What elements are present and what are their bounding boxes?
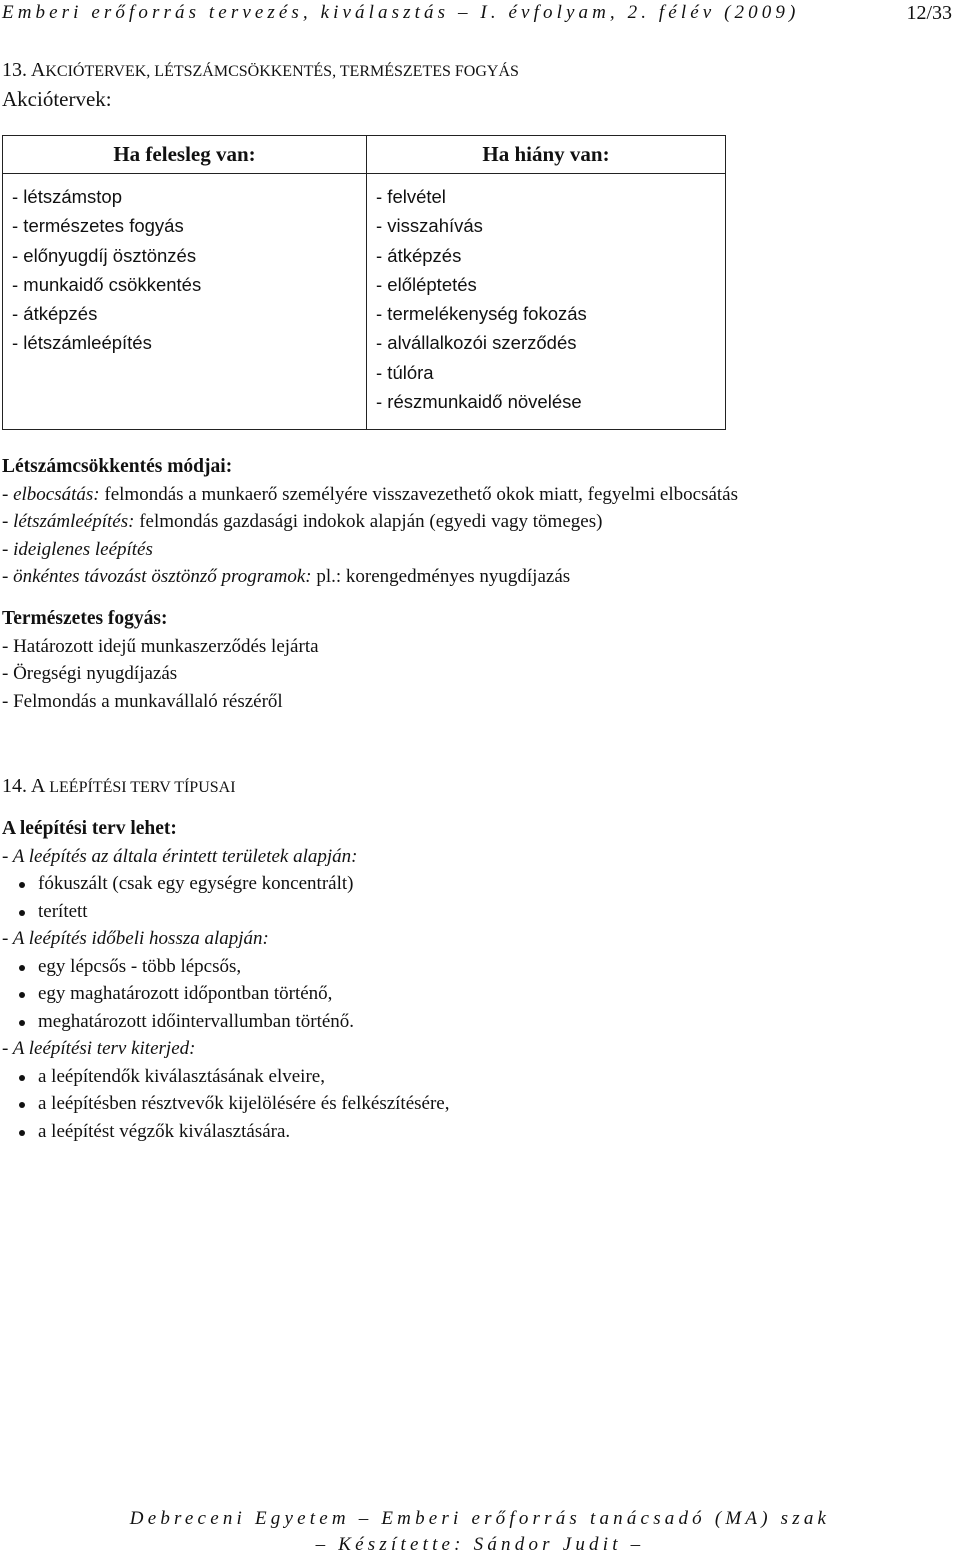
- reduction-list: [2, 481, 738, 591]
- reduction-item: [2, 536, 738, 564]
- bullet-icon: [19, 965, 25, 971]
- running-header: [2, 2, 952, 26]
- bullet-item: [2, 1090, 449, 1118]
- reduction-term: önkéntes távozást ösztönző programok:: [13, 566, 312, 587]
- course-title: Emberi erőforrás tervezés, kiválasztás – I. évfolyam, 2. félév (2009): [2, 2, 800, 23]
- bullet-item: [2, 980, 449, 1008]
- bullet-item: [2, 1118, 449, 1146]
- surplus-action-item: - előnyugdíj ösztönzés: [12, 244, 197, 266]
- bullet-text: egy maghatározott időpontban történő,: [38, 983, 333, 1004]
- downsizing-groups: [2, 843, 449, 1146]
- footer-line-2: – Készítette: Sándor Judit –: [315, 1534, 645, 1555]
- bullet-text: meghatározott időintervallumban történő.: [38, 1010, 355, 1032]
- surplus-column-header: Ha felesleg van:: [3, 136, 367, 174]
- section-14-title: 14. A LEÉPÍTÉSI TERV TÍPUSAI: [2, 775, 236, 797]
- reduction-methods: [2, 453, 738, 591]
- reduction-term: elbocsátás:: [13, 483, 100, 505]
- reduction-heading: Létszámcsökkentés módjai:: [2, 456, 233, 477]
- footer: [100, 1506, 860, 1558]
- bullet-icon: [19, 1020, 25, 1026]
- group-label: - A leépítési terv kiterjed:: [2, 1038, 196, 1059]
- reduction-description: felmondás gazdasági indokok alapján (egyedi vagy tömeges): [134, 511, 603, 532]
- bullet-icon: [19, 1075, 25, 1081]
- bullet-text: fókuszált (csak egy egységre koncentrált): [38, 873, 354, 894]
- bullet-item: [2, 1008, 449, 1036]
- shortage-action-item: - termelékenység fokozás: [376, 303, 587, 325]
- reduction-item: [2, 481, 738, 509]
- reduction-term: ideiglenes leépítés: [13, 538, 153, 560]
- group-label: - A leépítés időbeli hossza alapján:: [2, 928, 269, 949]
- bullet-icon: [19, 992, 25, 998]
- bullet-item: [2, 953, 449, 981]
- bullet-item: [2, 870, 449, 898]
- bullet-item: [2, 1063, 449, 1091]
- reduction-item: [2, 563, 738, 591]
- reduction-term: létszámleépítés:: [13, 511, 135, 532]
- shortage-action-item: - felvétel: [376, 186, 446, 207]
- surplus-actions-cell: [3, 174, 367, 430]
- bullet-icon: [19, 1102, 25, 1108]
- bullet-text: terített: [38, 900, 88, 922]
- bullet-icon: [19, 910, 25, 916]
- item-dash: -: [2, 483, 14, 505]
- surplus-action-item: - munkaidő csökkentés: [12, 273, 202, 295]
- natural-heading: Természetes fogyás:: [2, 608, 168, 629]
- group-label: - A leépítés az általa érintett területek alapján:: [2, 845, 358, 867]
- bullet-text: a leépítést végzők kiválasztására.: [38, 1120, 291, 1142]
- reduction-description: felmondás a munkaerő személyére visszavezethető okok miatt, fegyelmi elbocsátás: [99, 483, 738, 505]
- reduction-item: [2, 508, 738, 536]
- bullet-icon: [19, 882, 25, 888]
- surplus-action-item: - természetes fogyás: [12, 215, 184, 237]
- item-dash: -: [2, 566, 14, 587]
- surplus-action-item: - átképzés: [12, 303, 98, 325]
- natural-list: [2, 633, 319, 716]
- shortage-action-item: - előléptetés: [376, 273, 477, 295]
- shortage-column-header: Ha hiány van:: [367, 136, 726, 174]
- natural-item: - Felmondás a munkavállaló részéről: [2, 690, 283, 712]
- bullet-item: [2, 898, 449, 926]
- shortage-action-item: - átképzés: [376, 244, 462, 266]
- action-plan-table: [2, 135, 726, 430]
- bullet-icon: [19, 1130, 25, 1136]
- footer-line-1: Debreceni Egyetem – Emberi erőforrás tanácsadó (MA) szak: [129, 1508, 831, 1529]
- shortage-action-item: - túlóra: [376, 361, 434, 383]
- reduction-description: pl.: korengedményes nyugdíjazás: [311, 566, 571, 587]
- bullet-text: egy lépcsős - több lépcsős,: [38, 955, 242, 977]
- bullet-text: a leépítésben résztvevők kijelölésére és felkészítésére,: [38, 1093, 450, 1114]
- natural-item: - Öregségi nyugdíjazás: [2, 663, 178, 684]
- surplus-actions-list: [12, 182, 366, 358]
- surplus-action-item: - létszámleépítés: [12, 332, 152, 354]
- section-13-title: 13. AKCIÓTERVEK, LÉTSZÁMCSÖKKENTÉS, TERMÉSZETES FOGYÁS: [2, 59, 519, 81]
- shortage-action-item: - részmunkaidő növelése: [376, 391, 582, 413]
- shortage-actions-cell: [367, 174, 726, 430]
- downsizing-plan-types: [2, 815, 449, 1145]
- page-number: 12/33: [906, 2, 952, 24]
- bullet-text: a leépítendők kiválasztásának elveire,: [38, 1065, 325, 1087]
- natural-attrition: [2, 605, 319, 715]
- item-dash: -: [2, 511, 14, 532]
- shortage-action-item: - alvállalkozói szerződés: [376, 332, 577, 354]
- downsizing-heading: A leépítési terv lehet:: [2, 818, 177, 839]
- natural-item: - Határozott idejű munkaszerződés lejárta: [2, 635, 319, 657]
- shortage-actions-list: [376, 182, 725, 416]
- action-plans-heading: Akciótervek:: [2, 87, 112, 111]
- shortage-action-item: - visszahívás: [376, 215, 483, 237]
- item-dash: -: [2, 538, 14, 560]
- surplus-action-item: - létszámstop: [12, 186, 123, 207]
